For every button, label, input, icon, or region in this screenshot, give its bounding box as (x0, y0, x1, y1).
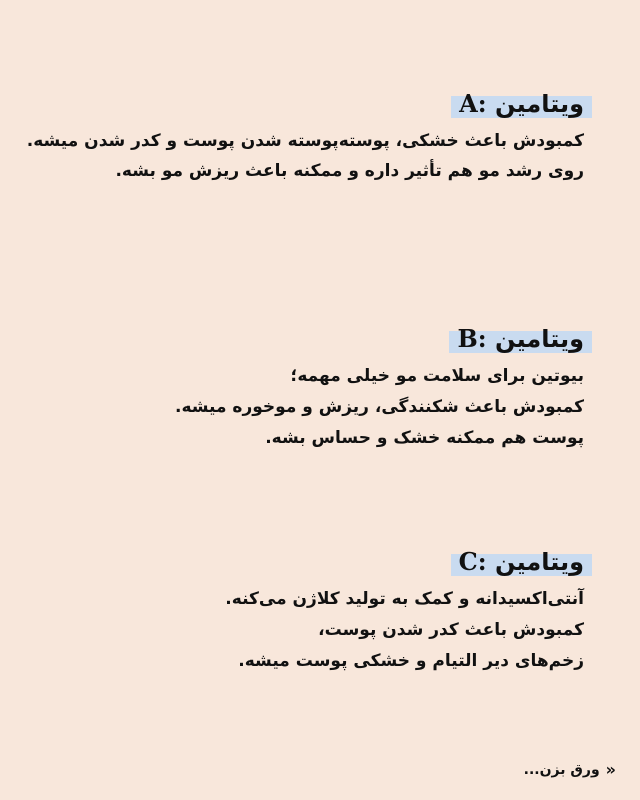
heading-letter: B: (457, 324, 487, 353)
vitamin-b-section (175, 323, 584, 454)
swipe-hint-label: ورق بزن... (523, 762, 600, 778)
vitamin-b-line-1: بیوتین برای سلامت مو خیلی مهمه؛ (290, 366, 584, 386)
vitamin-a-line-1: کمبودش باعث خشکی، پوسته‌پوسته شدن پوست و کدر شدن میشه. (26, 131, 584, 151)
vitamin-c-line-2: کمبودش باعث کدر شدن پوست، (318, 620, 584, 640)
heading-text (457, 323, 584, 355)
vitamin-a-heading (459, 88, 584, 120)
vitamin-b-line-3: پوست هم ممکنه خشک و حساس بشه. (265, 428, 584, 448)
heading-text (459, 546, 584, 578)
heading-letter: A: (459, 89, 487, 118)
vitamin-b-line-2: کمبودش باعث شکنندگی، ریزش و موخوره میشه. (174, 397, 584, 417)
heading-text (459, 88, 584, 120)
vitamin-c-line-3: زخم‌های دیر التیام و خشکی پوست میشه. (238, 651, 584, 671)
vitamin-a-line-2: روی رشد مو هم تأثیر داره و ممکنه باعث ریزش مو بشه. (115, 161, 584, 181)
heading-title: ویتامین (495, 325, 584, 353)
heading-title: ویتامین (495, 548, 584, 576)
vitamin-c-heading (459, 546, 584, 578)
vitamin-b-heading (457, 323, 584, 355)
heading-letter: C: (458, 547, 487, 576)
vitamin-c-line-1: آنتی‌اکسیدانه و کمک به تولید کلاژن می‌کنه. (225, 589, 584, 609)
heading-title: ویتامین (495, 90, 584, 118)
double-chevron-icon: « (605, 760, 616, 779)
vitamin-c-section (225, 546, 584, 677)
swipe-hint[interactable] (524, 762, 616, 778)
vitamin-a-section (27, 88, 584, 186)
